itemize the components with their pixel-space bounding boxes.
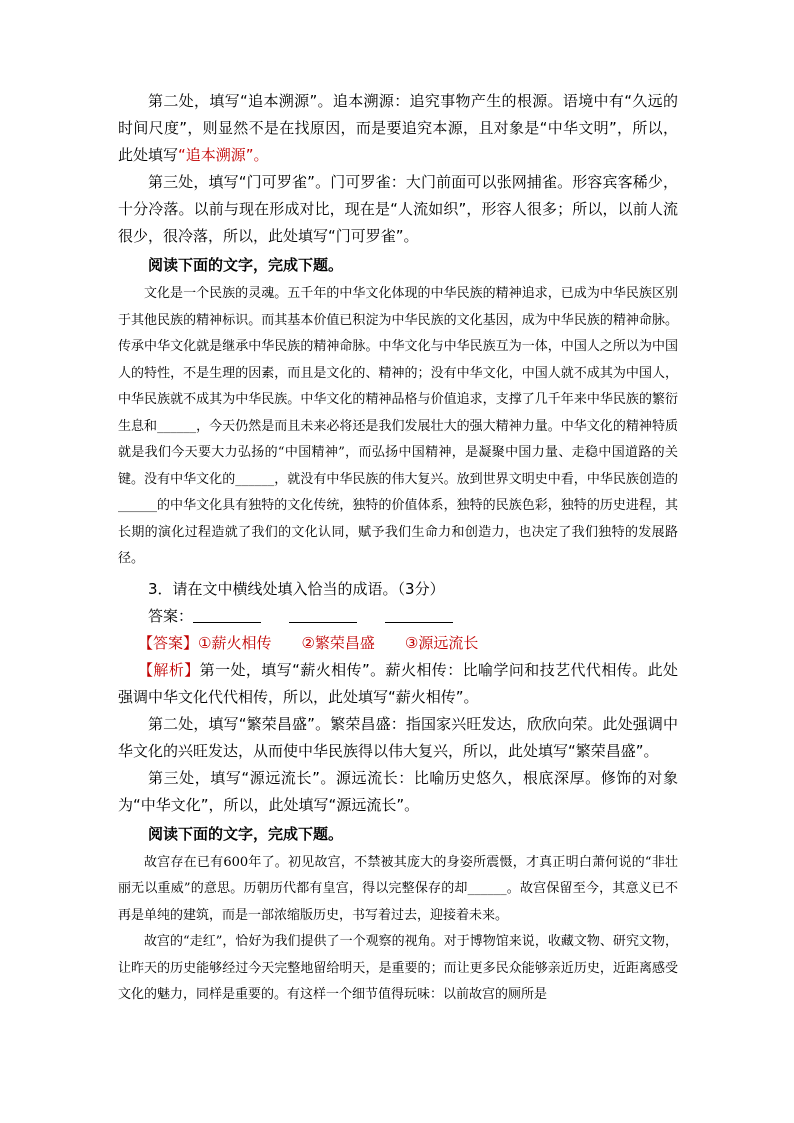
- reading-passage-1: 文化是一个民族的灵魂。五千年的中华文化体现的中华民族的精神追求，已成为中华民族区别于其他民族的精神标识。而其基本价值已积淀为中华民族的文化基因，成为中华民族的精神命脉。传承中华文化就是继承中华民族的精神命脉。中华文化与中华民族互为一体，中国人之所以为中国人的特性，不是生理的因素，而且是文化的、精神的；没有中华文化，中国人就不成其为中国人，中华民族就不成其为中华民族。中华文化的精神品格与价值追求，支撑了几千年来中华民族的繁衍生息和______，今天仍然是而且未来必将还是我们发展壮大的强大精神力量。中华文化的精神特质就是我们今天要大力弘扬的“中国精神”，而弘扬中国精神，是凝聚中国力量、走稳中国道路的关键。没有中华文化的______，就没有中华民族的伟大复兴。放到世界文明史中看，中华民族创造的______的中华文化具有独特的文化传统，独特的价值体系，独特的民族色彩，独特的历史进程，其长期的演化过程造就了我们的文化认同，赋予我们生命力和创造力，也决定了我们独特的发展路径。: [118, 286, 678, 566]
- analysis-tag: 【解析】: [138, 660, 200, 679]
- analysis-paragraph-1: [118, 657, 678, 711]
- page-content: [118, 88, 678, 1009]
- analysis-paragraph-2: 第二处，填写“繁荣昌盛”。繁荣昌盛：指国家兴旺发达，欣欣向荣。此处强调中华文化的兴旺发达，从而使中华民族得以伟大复兴，所以，此处填写“繁荣昌盛”。: [118, 714, 678, 760]
- answer-label: 答案：: [148, 606, 194, 625]
- analysis-paragraph-3: 第三处，填写“源远流长”。源远流长：比喻历史悠久，根底深厚。修饰的对象为“中华文化”，所以，此处填写“源远流长”。: [118, 768, 678, 814]
- reading-heading-2: 阅读下面的文字，完成下题。: [148, 824, 344, 843]
- answer-tag: 【答案】: [138, 633, 199, 652]
- answer-blank-2[interactable]: [289, 608, 357, 623]
- answer-blank-3[interactable]: [385, 608, 453, 623]
- reading-heading-1: 阅读下面的文字，完成下题。: [148, 256, 344, 274]
- answer-3: ③源远流长: [404, 633, 479, 652]
- explanation-text: 第二处，填写“追本溯源”。追本溯源：追究事物产生的根源。语境中有“久远的时间尺度”，则显然不是在找原因，而是要追究本源，且对象是“中华文明”，所以，此处填写: [118, 92, 678, 164]
- answer-blank-line: [118, 603, 678, 630]
- explanation-red-text: “追本溯源”。: [178, 146, 269, 164]
- reading-passage-2-para-1: 故宫存在已有600年了。初见故宫，不禁被其庞大的身姿所震慑，才真正明白萧何说的“非壮丽无以重威”的意思。历朝历代都有皇宫，得以完整保存的却______。故宫保留至今，其意义已不再是单纯的建筑，而是一部浓缩版历史，书写着过去，迎接着未来。: [118, 854, 678, 923]
- answer-1: ①薪火相传: [198, 633, 272, 652]
- analysis-text-1: 第一处，填写“薪火相传”。薪火相传：比喻学问和技艺代代相传。此处强调中华文化代代相传，所以，此处填写“薪火相传”。: [118, 660, 678, 706]
- answer-2: ②繁荣昌盛: [301, 633, 375, 652]
- answer-blank-1[interactable]: [193, 608, 261, 623]
- answer-key: [118, 630, 678, 657]
- reading-passage-2-para-2: 故宫的“走红”，恰好为我们提供了一个观察的视角。对于博物馆来说，收藏文物、研究文物，让昨天的历史能够经过今天完整地留给明天，是重要的；而让更多民众能够亲近历史，近距离感受文化的魅力，同样是重要的。有这样一个细节值得玩味：以前故宫的厕所是: [118, 934, 678, 1002]
- question-3: 3．请在文中横线处填入恰当的成语。（3分）: [148, 579, 445, 598]
- explanation-paragraph-3: 第三处，填写“门可罗雀”。门可罗雀：大门前面可以张网捕雀。形容宾客稀少，十分冷落。以前与现在形成对比，现在是“人流如织”，形容人很多；所以，以前人流很少，很冷落，所以，此处填写“门可罗雀”。: [118, 173, 678, 245]
- explanation-paragraph-2: [118, 88, 678, 169]
